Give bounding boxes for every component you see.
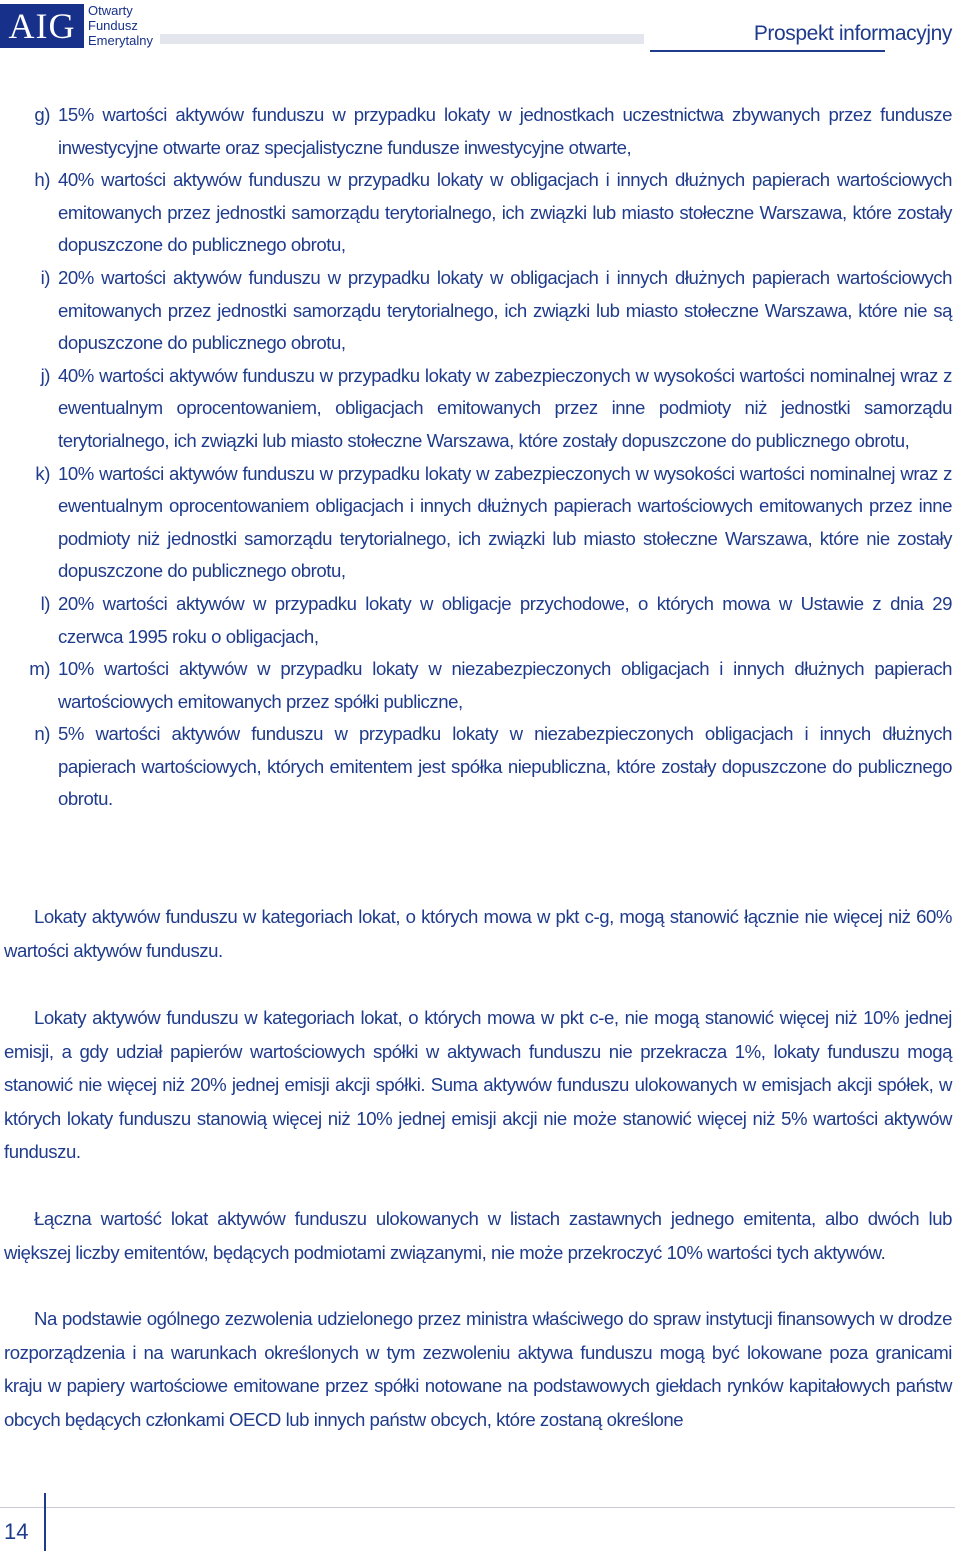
list-item-j	[0, 360, 952, 458]
page-header	[0, 0, 960, 62]
limits-list	[0, 99, 952, 816]
header-underline	[650, 50, 885, 52]
footer-divider	[0, 1507, 955, 1508]
list-item-i	[0, 262, 952, 360]
list-item-text: 40% wartości aktywów funduszu w przypadku lokaty w zabezpieczonych w wysokości wartości nominalnej wraz z ewentualnym oprocentowaniem, obligacjach emitowanych przez inne podmioty niż jednostki samorządu terytorialnego, ich związki lub miasto stołeczne Warszawa, które zostały dopuszczone do publicznego obrotu,	[58, 364, 952, 451]
header-decor-bar	[160, 34, 644, 44]
paragraph-listy-zastawne: Łączna wartość lokat aktywów funduszu ulokowanych w listach zastawnych jednego emitenta, albo dwóch lub większej liczby emitentów, będących podmiotami związanymi, nie może przekroczyć 10% wartości tych aktywów.	[4, 1208, 952, 1263]
list-marker: k)	[35, 462, 50, 484]
list-item-text: 10% wartości aktywów funduszu w przypadku lokaty w zabezpieczonych w wysokości wartości nominalnej wraz z ewentualnym oprocentowaniem obligacjach i innych dłużnych papierach wartościowych emitowanych przez inne podmioty niż jednostki samorządu terytorialnego, ich związki lub miasto stołeczne Warszawa, które nie zostały dopuszczone do publicznego obrotu,	[58, 462, 952, 582]
list-marker: j)	[40, 364, 50, 386]
list-item-text: 15% wartości aktywów funduszu w przypadku lokaty w jednostkach uczestnictwa zbywanych przez fundusze inwestycyjne otwarte oraz specjalistyczne fundusze inwestycyjne otwarte,	[58, 104, 952, 158]
paragraph-lokaty-c-e: Lokaty aktywów funduszu w kategoriach lokat, o których mowa w pkt c-e, nie mogą stanowić więcej niż 10% jednej emisji, a gdy udział papierów wartościowych spółki w aktywach funduszu nie przekracza 1%, lokaty funduszu mogą stanowić nie więcej niż 20% jednej emisji akcji spółki. Suma aktywów funduszu ulokowanych w emisjach akcji spółek, w których lokaty funduszu stanowią więcej niż 10% jednej emisji akcji nie może stanowić więcej niż 5% wartości aktywów funduszu.	[4, 1007, 952, 1162]
logo-line-1: Otwarty	[88, 3, 133, 18]
list-item-text: 20% wartości aktywów w przypadku lokaty w obligacje przychodowe, o których mowa w Ustawie z dnia 29 czerwca 1995 roku o obligacjach,	[58, 592, 952, 647]
list-marker: g)	[34, 104, 50, 125]
list-item-h	[0, 164, 952, 262]
logo-text	[88, 3, 162, 48]
list-item-text: 40% wartości aktywów funduszu w przypadku lokaty w obligacjach i innych dłużnych papierach wartościowych emitowanych przez jednostki samorządu terytorialnego, ich związki lub miasto stołeczne Warszawa, które zostały dopuszczone do publicznego obrotu,	[58, 169, 952, 256]
footer-vertical-rule	[44, 1493, 46, 1551]
list-marker: h)	[34, 169, 50, 191]
list-marker: m)	[29, 658, 50, 680]
list-item-g	[0, 99, 952, 164]
list-item-text: 20% wartości aktywów funduszu w przypadku lokaty w obligacjach i innych dłużnych papierach wartościowych emitowanych przez jednostki samorządu terytorialnego, ich związki lub miasto stołeczne Warszawa, które nie są dopuszczone do publicznego obrotu,	[58, 266, 952, 354]
list-item-text: 5% wartości aktywów funduszu w przypadku lokaty w niezabezpieczonych obligacjach i innych dłużnych papierach wartościowych, których emitentem jest spółka niepubliczna, które zostały dopuszczone do publicznego obrotu.	[58, 723, 952, 810]
list-item-text: 10% wartości aktywów w przypadku lokaty w niezabezpieczonych obligacjach i innych dłużnych papierach wartościowych emitowanych przez spółki publiczne,	[58, 658, 952, 712]
logo-line-3: Emerytalny	[88, 33, 154, 48]
paragraph-zezwolenie: Na podstawie ogólnego zezwolenia udzielonego przez ministra właściwego do spraw instytucji finansowych w drodze rozporządzenia i na warunkach określonych w tym zezwoleniu aktywa funduszu mogą być lokowane poza granicami kraju w papiery wartościowe emitowane przez spółki notowane na podstawowych giełdach rynków kapitałowych państw obcych będących członkami OECD lub innych państw obcych, które zostaną określone	[4, 1308, 952, 1430]
list-item-l	[0, 588, 952, 653]
list-marker: i)	[40, 266, 50, 288]
page-number: 14	[4, 1519, 29, 1544]
logo-mark: AIG	[0, 4, 84, 48]
list-item-m	[0, 653, 952, 718]
paragraph-lokaty-c-g: Lokaty aktywów funduszu w kategoriach lokat, o których mowa w pkt c-g, mogą stanowić łącznie nie więcej niż 60% wartości aktywów funduszu.	[4, 906, 952, 961]
list-item-k	[0, 458, 952, 588]
document-title: Prospekt informacyjny	[753, 22, 952, 45]
list-marker: n)	[34, 723, 50, 745]
list-marker: l)	[40, 592, 50, 614]
list-item-n	[0, 718, 952, 816]
logo-line-2: Fundusz	[88, 18, 138, 33]
aig-logo	[0, 2, 160, 52]
